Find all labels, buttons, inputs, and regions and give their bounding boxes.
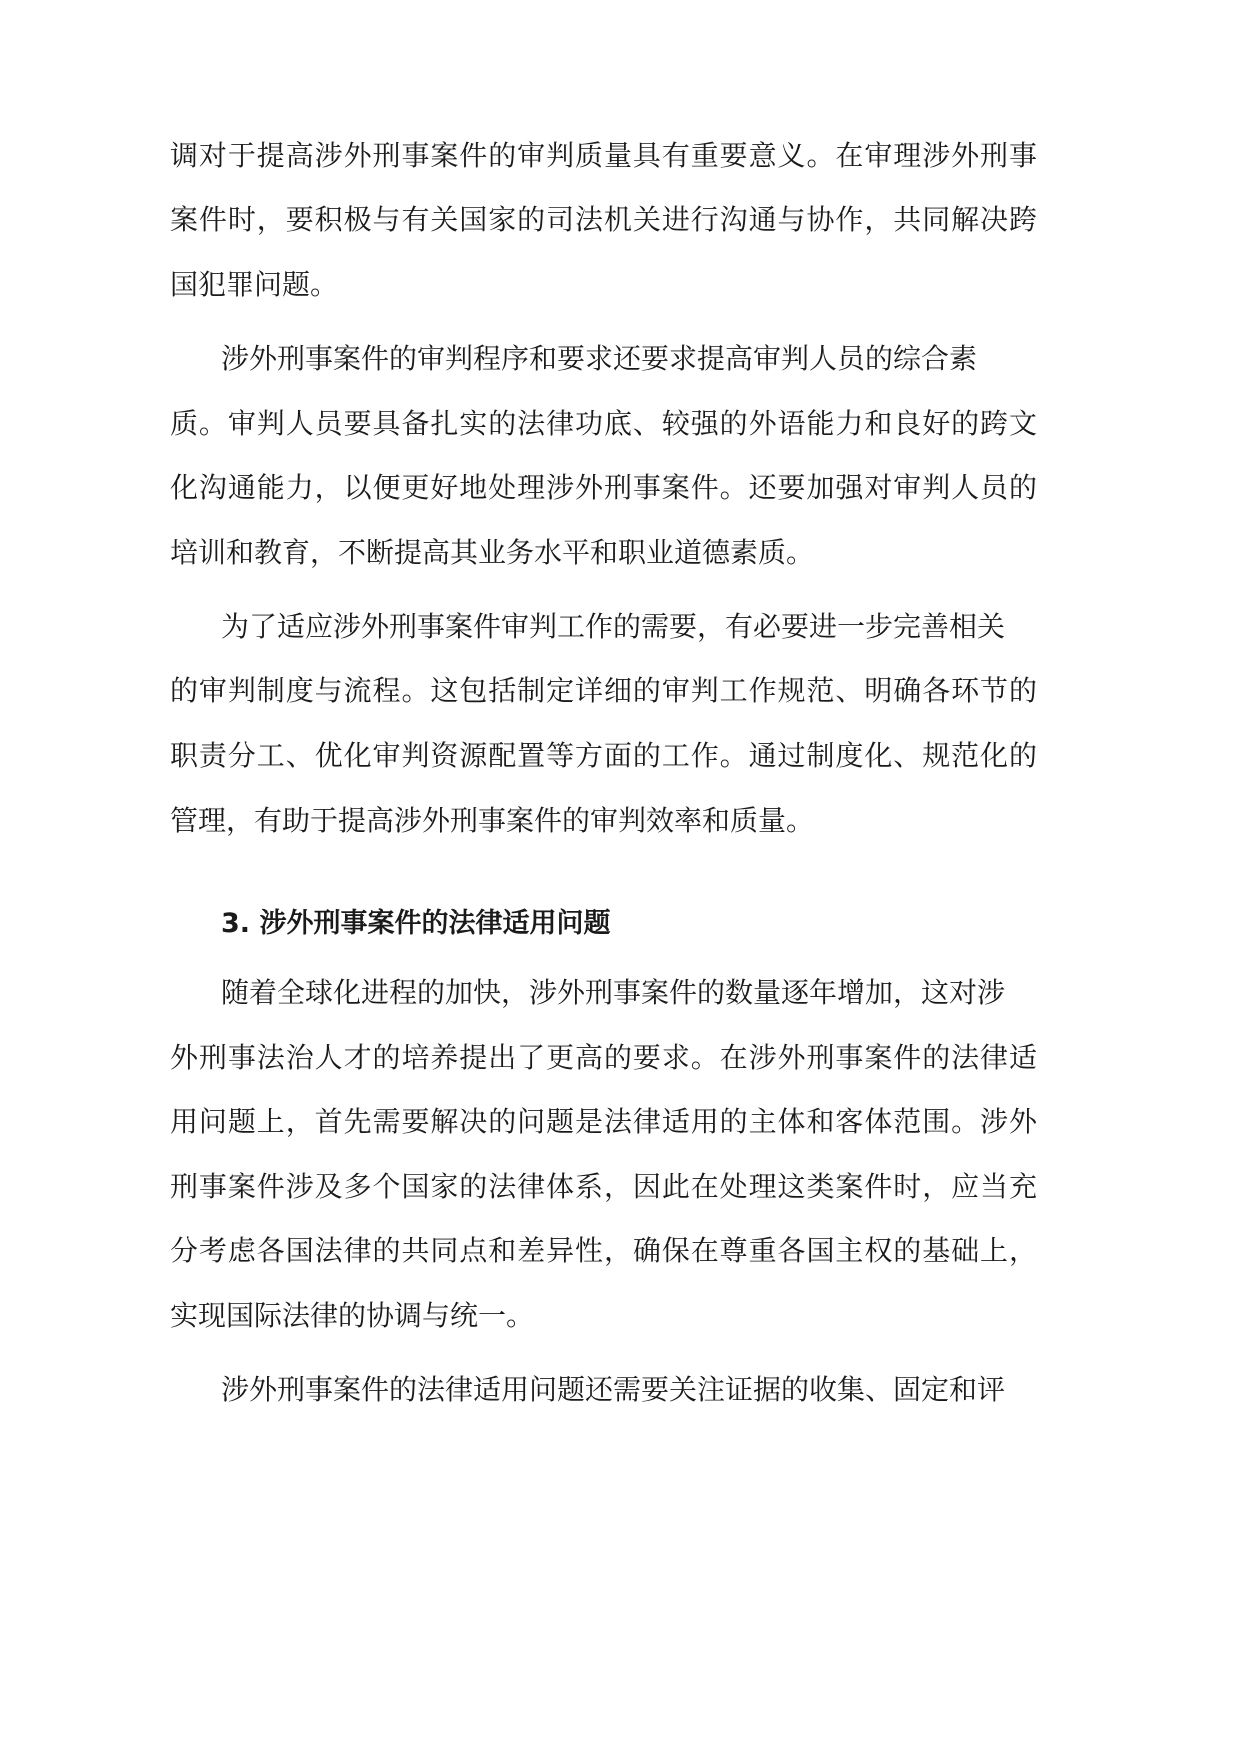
paragraph-2-line-4	[0, 533, 1241, 573]
text-line: 为了适应涉外刑事案件审判工作的需要，有必要进一步完善相关	[221, 610, 1006, 643]
paragraph-5-line-1	[0, 1370, 1241, 1410]
paragraph-1-line-1	[0, 136, 1241, 176]
text-line: 管理，有助于提高涉外刑事案件的审判效率和质量。	[170, 804, 815, 837]
text-line: 国犯罪问题。	[170, 268, 339, 301]
text-line: 随着全球化进程的加快，涉外刑事案件的数量逐年增加，这对涉	[221, 976, 1006, 1009]
paragraph-3-line-3	[0, 736, 1241, 776]
paragraph-4-line-4	[0, 1167, 1241, 1207]
text-line: 用问题上，首先需要解决的问题是法律适用的主体和客体范围。涉外	[170, 1105, 1037, 1138]
paragraph-4-line-2	[0, 1038, 1241, 1078]
text-line: 职责分工、优化审判资源配置等方面的工作。通过制度化、规范化的	[170, 739, 1037, 772]
text-line: 案件时，要积极与有关国家的司法机关进行沟通与协作，共同解决跨	[170, 203, 1037, 236]
section-heading-text: 3. 涉外刑事案件的法律适用问题	[221, 908, 611, 939]
text-line: 实现国际法律的协调与统一。	[170, 1299, 535, 1332]
paragraph-4-line-3	[0, 1102, 1241, 1142]
text-line: 培训和教育，不断提高其业务水平和职业道德素质。	[170, 536, 815, 569]
paragraph-2-line-3	[0, 468, 1241, 508]
paragraph-1-line-2	[0, 200, 1241, 240]
text-line: 涉外刑事案件的法律适用问题还需要关注证据的收集、固定和评	[221, 1373, 1006, 1406]
text-line: 刑事案件涉及多个国家的法律体系，因此在处理这类案件时，应当充	[170, 1170, 1037, 1203]
paragraph-3-line-2	[0, 671, 1241, 711]
text-line: 质。审判人员要具备扎实的法律功底、较强的外语能力和良好的跨文	[170, 407, 1037, 440]
paragraph-4-line-5	[0, 1231, 1241, 1271]
text-line: 的审判制度与流程。这包括制定详细的审判工作规范、明确各环节的	[170, 674, 1037, 707]
text-line: 化沟通能力，以便更好地处理涉外刑事案件。还要加强对审判人员的	[170, 471, 1037, 504]
text-line: 外刑事法治人才的培养提出了更高的要求。在涉外刑事案件的法律适	[170, 1041, 1037, 1074]
paragraph-2-line-1	[0, 339, 1241, 379]
section-heading	[0, 904, 1241, 944]
paragraph-4-line-1	[0, 973, 1241, 1013]
text-line: 分考虑各国法律的共同点和差异性，确保在尊重各国主权的基础上，	[170, 1234, 1037, 1267]
paragraph-3-line-4	[0, 801, 1241, 841]
paragraph-3-line-1	[0, 607, 1241, 647]
paragraph-1-line-3	[0, 265, 1241, 305]
paragraph-2-line-2	[0, 404, 1241, 444]
paragraph-4-line-6	[0, 1296, 1241, 1336]
text-line: 涉外刑事案件的审判程序和要求还要求提高审判人员的综合素	[221, 342, 978, 375]
text-line: 调对于提高涉外刑事案件的审判质量具有重要意义。在审理涉外刑事	[170, 139, 1037, 172]
